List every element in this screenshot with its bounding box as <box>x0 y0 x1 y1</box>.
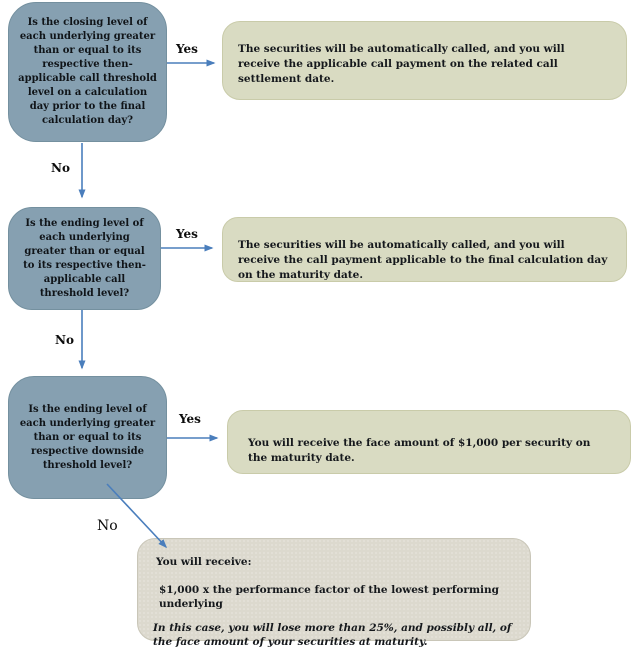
no-label-2: No <box>55 333 74 347</box>
outcome-box-face-amount <box>227 410 631 474</box>
yes-label-3: Yes <box>179 412 201 426</box>
outcome-box-auto-called-maturity-date-text: The securities will be automatically called, and you will receive the call payment applicable to the final calculation day on the maturity date. <box>238 239 608 281</box>
decision-box-closing-level <box>8 2 167 142</box>
decision-box-ending-level-downside-threshold <box>8 376 167 499</box>
no-label-3: No <box>97 518 118 534</box>
decision-box-ending-level-downside-threshold-text: Is the ending level of each underlying greater than or equal to its respective downside threshold level? <box>19 403 156 471</box>
outcome-box-auto-called-settlement-date <box>222 21 627 100</box>
final-outcome-note: In this case, you will lose more than 25%, and possibly all, of the face amount of your securities at maturity. <box>153 622 512 648</box>
yes-label-2: Yes <box>176 227 198 241</box>
decision-box-closing-level-text: Is the closing level of each underlying greater than or equal to its respective then-applicable call threshold level on a calculation day prior to the final calculation day? <box>18 17 157 126</box>
final-outcome-intro: You will receive: <box>156 556 252 568</box>
decision-box-ending-level-call-threshold-text: Is the ending level of each underlying greater than or equal to its respective then-applicable call threshold level? <box>23 217 146 299</box>
outcome-box-performance-factor-loss <box>137 538 531 648</box>
outcome-box-auto-called-settlement-date-text: The securities will be automatically called, and you will receive the applicable call payment on the related call settlement date. <box>238 43 565 85</box>
yes-label-1: Yes <box>176 42 198 56</box>
final-outcome-formula: $1,000 x the performance factor of the lowest performing underlying <box>159 584 500 610</box>
outcome-box-auto-called-maturity-date <box>222 217 627 282</box>
no-label-1: No <box>51 161 70 175</box>
decision-box-ending-level-call-threshold <box>8 207 161 310</box>
outcome-box-face-amount-text: You will receive the face amount of $1,000 per security on the maturity date. <box>248 437 591 464</box>
